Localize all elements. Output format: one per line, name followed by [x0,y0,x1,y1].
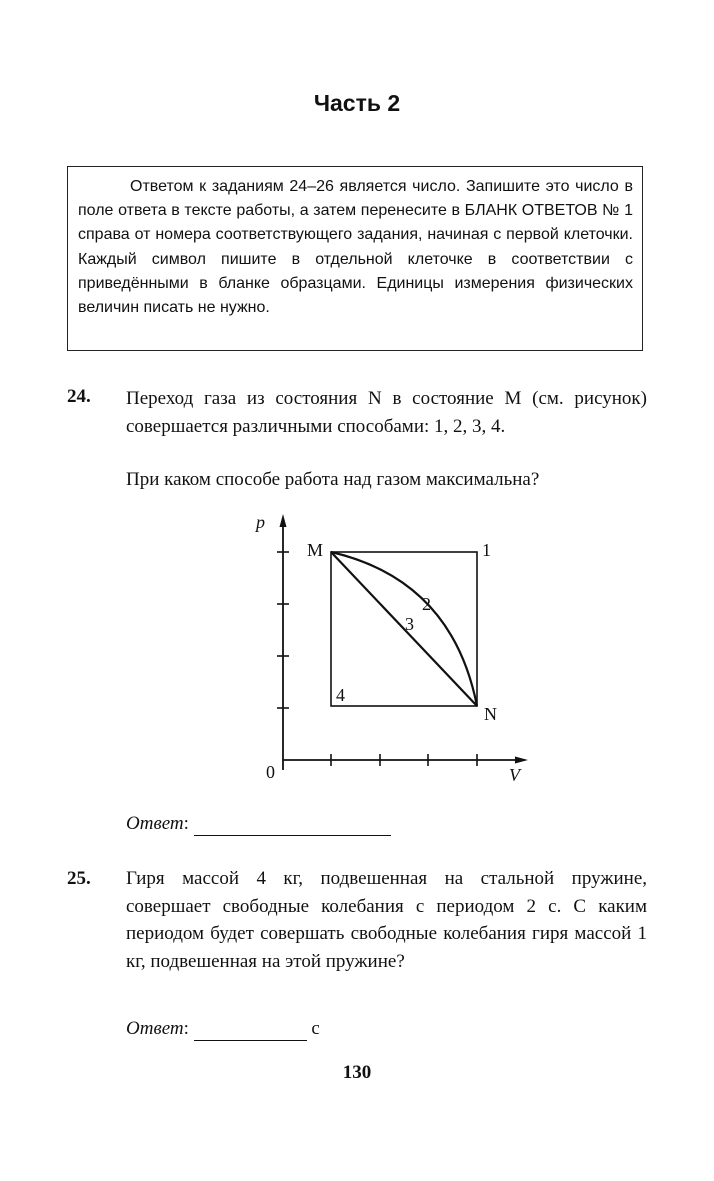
section-heading: Часть 2 [313,90,401,116]
answer-label: Ответ [126,813,184,834]
task-25-text: Гиря массой 4 кг, подвешенная на стальной пружине, совершает свободные колебания с периодом 2 с. С каким периодом будет совершать свободные колебания гиря массой 1 кг, подвешенная на этой пружине? [126,868,647,972]
task-24-answer [126,813,391,836]
task-24-answer-field[interactable] [194,813,391,836]
answer-colon: : [183,1018,189,1039]
y-axis-arrow [280,514,287,527]
answer-unit: с [311,1018,320,1039]
answer-colon: : [183,813,189,834]
instructions-text: Ответом к заданиям 24–26 является число. Запишите это число в поле ответа в тексте работы, а затем перенесите в БЛАНК ОТВЕТОВ № 1 справа от номера соответствующего задания, начиная с первой клеточки. Каждый символ пишите в отдельной клеточке в соответствии с приведёнными в бланке образцами. Единицы измерения физических величин писать не нужно. [78,178,633,317]
point-label-3: 3 [405,614,414,634]
y-axis-label: p [256,512,265,532]
task-24-text: Переход газа из состояния N в состояние M (см. рисунок) совершается различными способами: 1, 2, 3, 4. [126,388,647,437]
instructions-box [67,166,643,351]
task-25-number: 25. [67,868,91,889]
process-3-line [331,552,477,706]
task-25-text-block [126,865,647,975]
point-label-4: 4 [336,685,345,705]
origin-label: 0 [266,762,275,782]
task-25-answer [126,1018,320,1041]
point-label-m: M [307,540,324,560]
answer-label: Ответ [126,1018,184,1039]
x-axis-arrow [515,757,528,764]
point-label-n: N [484,704,497,724]
process-rectangle [331,552,477,706]
task-25-answer-field[interactable] [194,1018,307,1041]
task-24-number: 24. [67,386,91,407]
process-2-curve [331,552,477,706]
task-24-text-block [126,385,647,440]
point-label-2: 2 [422,594,431,614]
page-number: 130 [342,1062,372,1083]
point-label-1: 1 [482,540,491,560]
task-24-question: При каком способе работа над газом максимальна? [126,469,540,490]
x-axis-label: V [509,765,520,785]
